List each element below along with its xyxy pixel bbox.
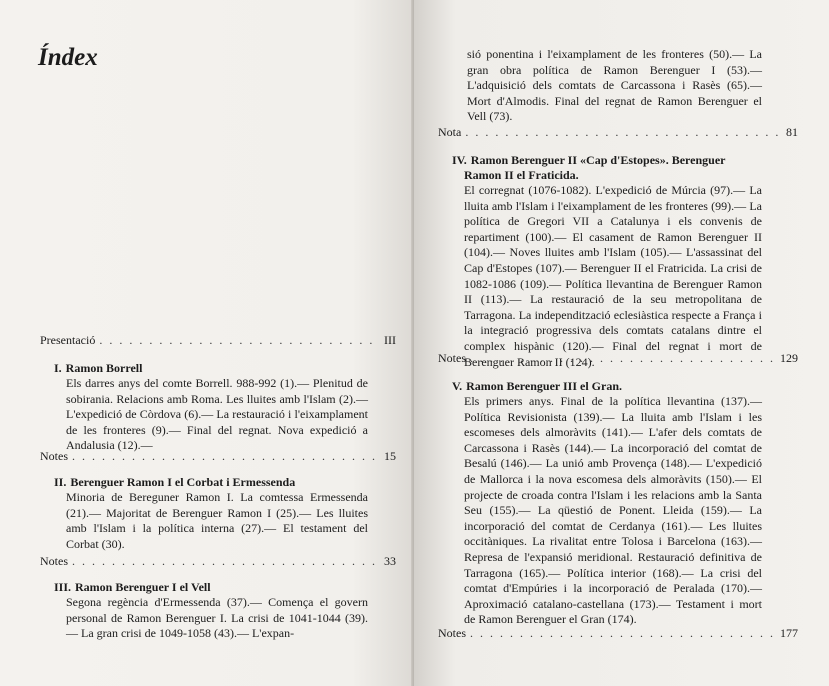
chapter-1 [54, 361, 368, 454]
toc-page-number: 177 [780, 626, 798, 640]
toc-label: Notes [438, 626, 466, 640]
leader-dots [465, 125, 782, 140]
leader-dots [72, 449, 380, 464]
chapter-heading[interactable] [54, 475, 368, 490]
toc-page-number: 81 [786, 125, 798, 139]
chapter-numeral: I. [54, 361, 62, 375]
toc-entry-presentacio[interactable] [40, 333, 396, 348]
chapter-2 [54, 475, 368, 552]
toc-page-number: 129 [780, 351, 798, 365]
chapter-4 [452, 153, 762, 370]
toc-label: Nota [438, 125, 462, 139]
chapter-summary: Segona regència d'Ermessenda (37).— Comença el govern personal de Ramon Berenguer I. La crisi de 1041-1044 (39).— La gran crisi de 1049-1058 (43).— L'expan- [66, 595, 368, 641]
leader-dots [72, 554, 380, 569]
chapter-numeral: II. [54, 475, 67, 489]
chapter-5 [452, 379, 762, 628]
chapter-title: Ramon Berenguer II «Cap d'Estopes». Berenguer Ramon II el Fraticida. [464, 153, 726, 182]
chapter-numeral: IV. [452, 153, 467, 167]
chapter-title: Ramon Berenguer I el Vell [75, 580, 211, 594]
toc-label: Notes [40, 449, 68, 463]
right-page [414, 0, 829, 686]
chapter-summary: Els primers anys. Final de la política llevantina (137).— Política Revisionista (139).— La lluita amb l'Islam i les escomeses dels almoràvits (141).— L'afer dels comtats de Carcassona i Rasès (144).— La incorporació del comtat de Besalú (146).— La unió amb Provença (148).— L'expedició de Mallorca i la nova escomesa dels almoràvits (150).— El projecte de croada contra l'Islam i les relacions amb la Santa Seu (155).— La qüestió de Ponent. Lleida (159).— La incorporació del comtat de Cerdanya (161).— Les lluites occitàniques. La rivalitat entre Tolosa i Barcelona (163).— Represa de l'expansió meridional. Restauració definitiva de Tarragona (165).— Política interior (168).— La crisi del comtat d'Empúries i la incorporació de Peralada (170).— Aproximació catalano-castellana (173).— Testament i mort de Ramon Berenguer el Gran (174). [464, 394, 762, 627]
chapter-summary: Els darres anys del comte Borrell. 988-992 (1).— Plenitud de sobirania. Relacions amb Roma. Les lluites amb l'Islam (2).— L'expedició de Còrdova (6).— La restauració i l'eixamplament de les fronteres (9).— Final del regnat. Nova expedició a Andalusia (12).— [66, 376, 368, 453]
left-page [0, 0, 414, 686]
chapter-summary: El corregnat (1076-1082). L'expedició de Múrcia (97).— La lluita amb l'Islam i l'eixamplament de les fronteres (99).— La política de Gregori VII a Catalunya i els convenis de repartiment (100).— El casament de Ramon Berenguer II (104).— Noves lluites amb l'Islam (105).— L'assassinat del Cap d'Estopes (107).— Berenguer II el Fratricida. La crisi de 1082-1086 (109).— Política llevantina de Berenguer Ramon II (113).— La restauració de la seu metropolitana de Tarragona. La independització eclesiàstica respecte a França i la integració progressiva dels comtats catalans dintre el complex hispànic (120).— Final del regnat i mort de Berenguer Ramon II (124). [464, 183, 762, 369]
toc-entry-notes-4[interactable] [438, 351, 798, 366]
chapter-title: Ramon Borrell [65, 361, 143, 375]
leader-dots [470, 626, 776, 641]
index-title: Índex [38, 44, 98, 71]
leader-dots [99, 333, 380, 348]
toc-entry-notes-1[interactable] [40, 449, 396, 464]
chapter-heading[interactable] [54, 361, 368, 376]
toc-page-number: III [384, 333, 396, 347]
chapter-numeral: V. [452, 379, 463, 393]
leader-dots [470, 351, 776, 366]
toc-label: Presentació [40, 333, 96, 347]
chapter-title: Ramon Berenguer III el Gran. [466, 379, 623, 393]
chapter-numeral: III. [54, 580, 72, 594]
chapter-heading[interactable] [452, 153, 762, 183]
toc-page-number: 33 [384, 554, 396, 568]
chapter-3-continuation: sió ponentina i l'eixamplament de les fronteres (50).— La gran obra política de Ramon Berenguer I (53).— L'adquisició dels comtats de Carcassona i Rasès (65).— Mort d'Almodis. Final del regnat de Ramon Berenguer el Vell (73). [467, 47, 762, 124]
chapter-heading[interactable] [452, 379, 762, 394]
toc-entry-notes-5[interactable] [438, 626, 798, 641]
toc-label: Notes [438, 351, 466, 365]
chapter-summary: Minoria de Bereguner Ramon I. La comtessa Ermessenda (21).— Majoritat de Berenguer Ramon I (25).— Les lluites amb l'Islam i la política interna (27).— El testament del Corbat (30). [66, 490, 368, 551]
chapter-heading[interactable] [54, 580, 368, 595]
chapter-3 [54, 580, 368, 642]
toc-label: Notes [40, 554, 68, 568]
toc-entry-nota-3[interactable] [438, 125, 798, 140]
chapter-title: Berenguer Ramon I el Corbat i Ermessenda [70, 475, 296, 489]
toc-page-number: 15 [384, 449, 396, 463]
toc-entry-notes-2[interactable] [40, 554, 396, 569]
